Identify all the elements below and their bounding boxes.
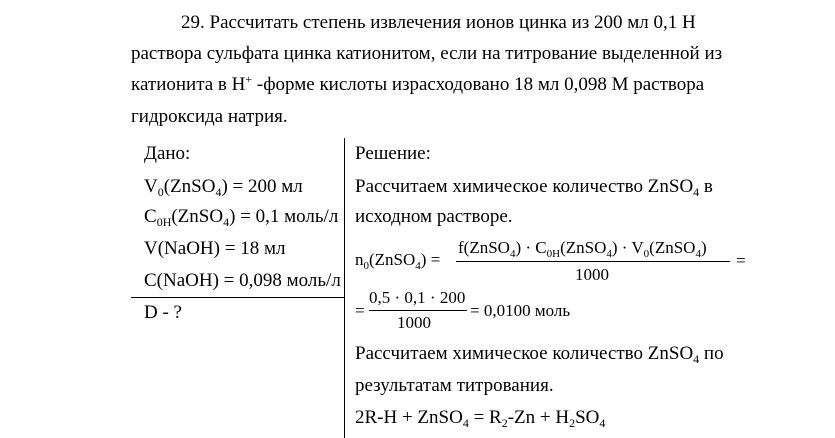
eq1-fraction-bar — [456, 261, 730, 262]
given-vnaoh: V(NaOH) = 18 мл — [144, 238, 286, 259]
eq2-lhs: = — [355, 301, 365, 320]
table-horizontal-divider — [131, 297, 344, 298]
eq1-denominator: 1000 — [575, 265, 609, 284]
eq2-denominator: 1000 — [397, 313, 431, 332]
problem-line-2: раствора сульфата цинка катионитом, если на титрование выделенной из — [131, 43, 723, 64]
given-title: Дано: — [144, 143, 191, 164]
solution-paragraph-1: Рассчитаем химическое количество ZnSO$_4$ в — [355, 176, 713, 199]
problem-line-4: гидроксида натрия. — [131, 106, 288, 127]
problem-line-1 — [181, 12, 696, 34]
problem-line-3: катионита в H+ -форме кислоты израсходовано 18 мл 0,098 М раствора — [131, 72, 705, 95]
eq1-lhs: $n_0(ZnSO_4)$ = — [355, 250, 441, 272]
problem-text-1: Рассчитать степень извлечения ионов цинка из 200 мл 0,1 Н — [209, 12, 696, 33]
eq1-numerator: f(ZnSO$_4$) · $C_{0H}(ZnSO_4)$ · $V_0(ZnSO_4)$ — [458, 238, 707, 260]
solution-title: Решение: — [355, 143, 431, 164]
eq1-tail: = — [736, 251, 746, 270]
eq2-numerator: 0,5 · 0,1 · 200 — [369, 288, 466, 307]
table-vertical-divider — [344, 138, 345, 438]
eq2-fraction-bar — [369, 310, 467, 311]
problem-number: 29. — [181, 12, 205, 33]
reaction-equation: 2R-H + ZnSO$_4$ = $R_2-Zn + H_2SO_4$ — [355, 407, 606, 430]
given-find: D - ? — [144, 302, 182, 323]
solution-paragraph-2: Рассчитаем химическое количество ZnSO$_4$ по — [355, 343, 724, 366]
solution-paragraph-2-line-2: результатам титрования. — [355, 375, 554, 396]
eq2-result: = 0,0100 моль — [470, 301, 571, 320]
solution-paragraph-1-line-2: исходном растворе. — [355, 206, 513, 227]
given-v0: $V_0(ZnSO_4) = 200$ мл — [144, 176, 303, 199]
given-cnaoh: C(NaOH) = 0,098 моль/л — [144, 270, 341, 291]
given-c0: $C_{0H}(ZnSO_4) = 0,1$ моль/л — [144, 206, 339, 229]
